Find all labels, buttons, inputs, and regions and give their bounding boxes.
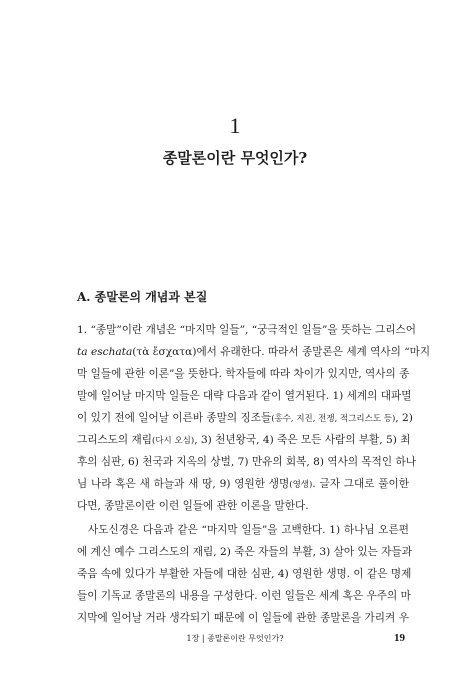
paragraph-2-line-2: 에 계신 예수 그리스도의 재림, 2) 죽은 자들의 부활, 3) 살아 있는 자들과 — [77, 546, 412, 558]
paragraph-1-line-6-end: , 3) 천년왕국, 4) 죽은 모든 사람의 부활, 5) 최 — [194, 434, 411, 446]
greek-transliteration: ta eschata — [77, 346, 133, 358]
paragraph-1-line-6-aside: (다시 오심) — [152, 436, 195, 446]
paragraph-1-line-3: 막 일들에 관한 이론”을 뜻한다. 학자들에 따라 차이가 있지만, 역사의 종 — [77, 368, 410, 380]
footer-running-head: 1장 | 종말론이란 무엇인가? — [186, 634, 284, 643]
paragraph-1-line-8-text: 님 나라 혹은 새 하늘과 새 땅, 9) 영원한 생명 — [77, 478, 290, 490]
paragraph-1-line-5-end: , 2) — [395, 412, 413, 424]
paragraph-2-line-1: 사도신경은 다음과 같은 “마지막 일들”을 고백한다. 1) 하나님 오른편 — [88, 524, 409, 536]
paragraph-1-line-5 — [77, 411, 413, 426]
paragraph-2-line-4: 들이 기독교 종말론의 내용을 구성한다. 이런 일들은 세계 혹은 우주의 마 — [77, 590, 411, 602]
paragraph-1-line-8-aside: (영생) — [289, 480, 313, 490]
paragraph-1-line-8 — [77, 477, 409, 492]
paragraph-1-line-2-text: (τὰ ἔσχατα)에서 유래한다. 따라서 종말론은 세계 역사의 “마지 — [132, 346, 431, 358]
paragraph-1-line-4: 말에 일어날 마지막 일들은 대략 다음과 같이 열거된다. 1) 세계의 대파멸 — [77, 390, 412, 402]
paragraph-1-line-5-aside: (홍수, 지진, 전쟁, 적그리스도 등) — [271, 414, 396, 424]
paragraph-1-line-1: 1. “종말”이란 개념은 “마지막 일들”, “궁극적인 일들”을 뜻하는 그리스어 — [77, 324, 416, 336]
page-number: 19 — [394, 632, 405, 644]
paragraph-1-line-2 — [77, 345, 431, 359]
section-heading: A. 종말론의 개념과 본질 — [77, 290, 208, 304]
paragraph-2-line-5: 지막에 일어날 거라 생각되기 때문에 이 일들에 관한 종말론을 가리켜 우 — [77, 612, 409, 624]
chapter-title: 종말론이란 무엇인가? — [162, 149, 308, 167]
paragraph-1-line-9: 다면, 종말론이란 이런 일들에 관한 이론을 말한다. — [77, 500, 309, 512]
paragraph-1-line-6-text: 그리스도의 재림 — [77, 434, 153, 446]
paragraph-1-line-7: 후의 심판, 6) 천국과 지옥의 상벌, 7) 만유의 회복, 8) 역사의 목적인 하나 — [77, 456, 416, 468]
chapter-number: 1 — [229, 113, 241, 138]
paragraph-1-line-6 — [77, 433, 409, 448]
paragraph-1-line-5-text: 이 있기 전에 일어날 이른바 종말의 징조들 — [77, 412, 272, 424]
paragraph-1-line-8-end: . 글자 그대로 풀이한 — [312, 478, 409, 490]
paragraph-2-line-3: 죽음 속에 있다가 부활한 자들에 대한 심판, 4) 영원한 생명. 이 같은 명제 — [77, 568, 412, 580]
